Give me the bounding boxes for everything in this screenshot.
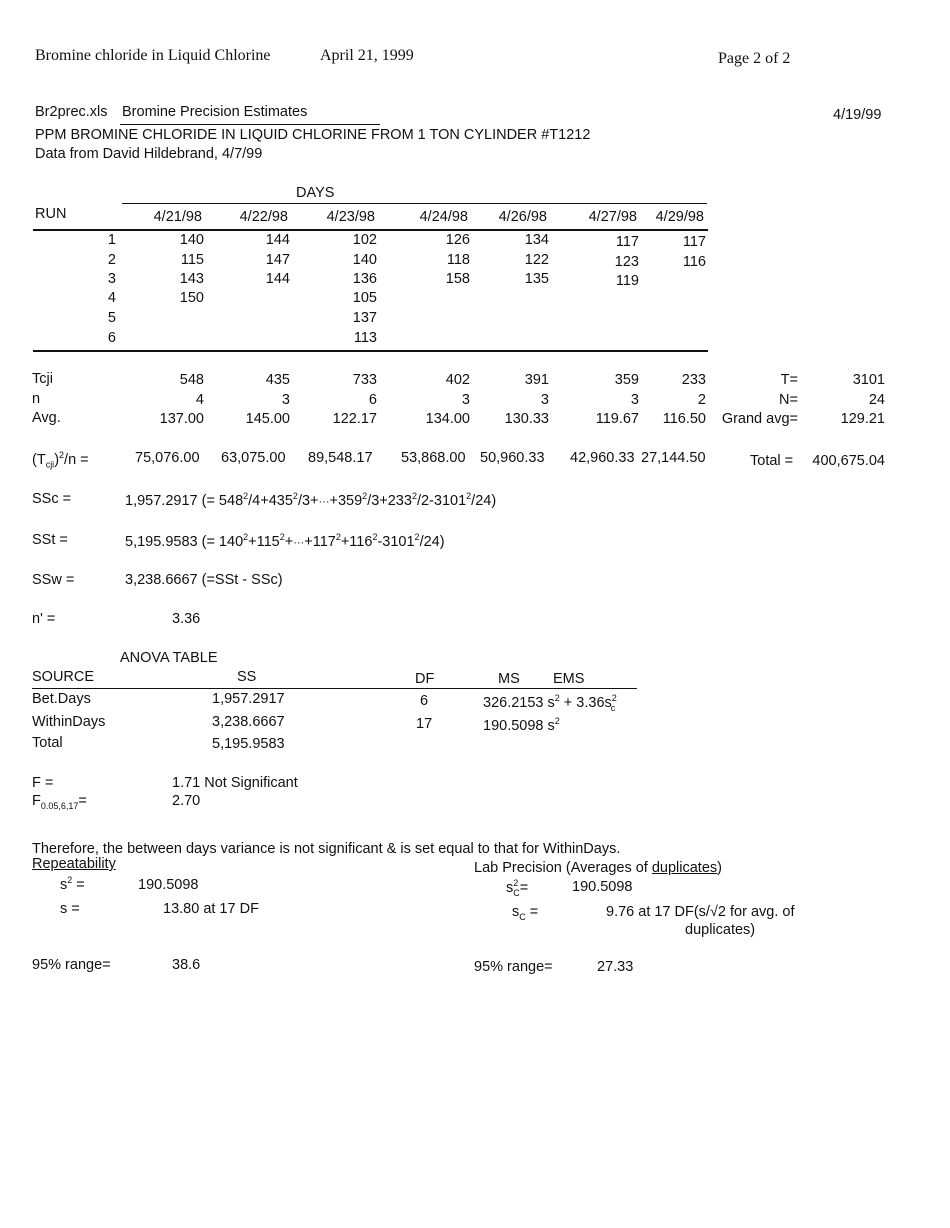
table-cell: 122 bbox=[524, 252, 549, 268]
table-cell: 144 bbox=[265, 232, 290, 248]
summary-value: 402 bbox=[445, 372, 470, 388]
date-header: 4/27/98 bbox=[588, 209, 637, 225]
tsq-value: 75,076.00 bbox=[135, 450, 200, 466]
anova-row-ss: 5,195.9583 bbox=[212, 736, 285, 752]
lab-s2-value: 190.5098 bbox=[572, 879, 633, 895]
anova-row-source: Total bbox=[32, 735, 63, 751]
sst-label: SSt = bbox=[32, 532, 68, 548]
summary-value: 134.00 bbox=[425, 411, 470, 427]
file-name: Br2prec.xls bbox=[35, 104, 108, 120]
repeat-range-label: 95% range= bbox=[32, 957, 111, 973]
ssc-formula: 1,957.2917 (= $548^2/4+435^2/3+\cdot\cdot\cdot+359^2/3+233^2/2-3101^2/24$) bbox=[125, 491, 497, 509]
table-cell: 116 bbox=[682, 254, 706, 270]
summary-value: 3 bbox=[630, 392, 639, 408]
run-number: 2 bbox=[107, 252, 116, 268]
days-label: DAYS bbox=[296, 185, 335, 201]
summary-value: 548 bbox=[179, 372, 204, 388]
table-bottom-rule bbox=[33, 350, 708, 352]
lab-range-label: 95% range= bbox=[474, 959, 553, 975]
summary-total: 24 bbox=[868, 392, 885, 408]
summary-value: 435 bbox=[265, 372, 290, 388]
summary-value: 233 bbox=[681, 372, 706, 388]
lab-s-label: $s_C$ = bbox=[512, 904, 539, 922]
anova-row-ss: 3,238.6667 bbox=[212, 714, 285, 730]
summary-value: 391 bbox=[524, 372, 549, 388]
table-cell: 140 bbox=[352, 252, 377, 268]
anova-row-ms-ems: 190.5098 $s^2$ bbox=[483, 716, 560, 734]
table-cell: 136 bbox=[352, 271, 377, 287]
repeat-s2-label: $s^2$ = bbox=[60, 875, 85, 893]
table-cell: 158 bbox=[445, 271, 470, 287]
date-header: 4/21/98 bbox=[153, 209, 202, 225]
summary-value: 733 bbox=[352, 372, 377, 388]
table-cell: 135 bbox=[524, 271, 549, 287]
date-header: 4/22/98 bbox=[239, 209, 288, 225]
header-rule bbox=[33, 229, 708, 231]
anova-header-df: DF bbox=[415, 671, 435, 687]
summary-value: 137.00 bbox=[159, 411, 204, 427]
summary-value: 6 bbox=[368, 392, 377, 408]
repeat-s2-value: 190.5098 bbox=[138, 877, 199, 893]
repeatability-title: Repeatability bbox=[32, 856, 116, 872]
table-cell: 119 bbox=[615, 273, 639, 289]
file-date: 4/19/99 bbox=[833, 107, 882, 123]
run-label: RUN bbox=[35, 206, 67, 222]
table-cell: 105 bbox=[352, 290, 377, 306]
anova-header-ms: MS bbox=[498, 671, 520, 687]
table-cell: 113 bbox=[353, 330, 377, 346]
summary-total-label: T= bbox=[780, 372, 798, 388]
summary-value: 122.17 bbox=[332, 411, 377, 427]
nprime-value: 3.36 bbox=[172, 611, 201, 627]
date-header: 4/26/98 bbox=[498, 209, 547, 225]
lab-range-value: 27.33 bbox=[597, 959, 634, 975]
conclusion: Therefore, the between days variance is not significant & is set equal to that for WithinDays. bbox=[32, 841, 621, 857]
anova-row-df: 17 bbox=[416, 716, 433, 732]
ssw-label: SSw = bbox=[32, 572, 75, 588]
anova-header-ems: EMS bbox=[553, 671, 585, 687]
repeat-s-value: 13.80 at 17 DF bbox=[163, 901, 259, 917]
table-cell: 137 bbox=[352, 310, 377, 326]
anova-rule bbox=[32, 688, 637, 689]
run-number: 5 bbox=[107, 310, 116, 326]
doc-header-date: April 21, 1999 bbox=[320, 47, 414, 64]
table-cell: 126 bbox=[445, 232, 470, 248]
anova-row-df: 6 bbox=[420, 693, 429, 709]
anova-title: ANOVA TABLE bbox=[120, 650, 218, 666]
anova-header-ss: SS bbox=[237, 669, 257, 685]
summary-value: 3 bbox=[461, 392, 470, 408]
summary-total-label: Grand avg= bbox=[721, 411, 798, 427]
repeat-s-label: s = bbox=[60, 901, 80, 917]
lab-s-value: 9.76 at 17 DF(s/√2 for avg. of bbox=[606, 904, 795, 920]
ssw-formula: 3,238.6667 (=SSt - SSc) bbox=[125, 572, 283, 588]
summary-value: 145.00 bbox=[245, 411, 290, 427]
lab-precision-title: Lab Precision (Averages of duplicates) bbox=[474, 860, 722, 876]
summary-value: 359 bbox=[614, 372, 639, 388]
f-value: 1.71 Not Significant bbox=[172, 775, 298, 791]
page-number: Page 2 of 2 bbox=[718, 50, 791, 67]
table-cell: 102 bbox=[352, 232, 377, 248]
table-cell: 118 bbox=[446, 252, 470, 268]
summary-label: n bbox=[32, 391, 41, 407]
table-cell: 117 bbox=[682, 234, 706, 250]
ssc-label: SSc = bbox=[32, 491, 72, 507]
tsq-value: 50,960.33 bbox=[480, 450, 545, 466]
run-number: 6 bbox=[107, 330, 116, 346]
tsq-value: 42,960.33 bbox=[570, 450, 635, 466]
tsq-value: 63,075.00 bbox=[221, 450, 286, 466]
anova-row-ms-ems: 326.2153 $s^2 + 3.36s^2_c$ bbox=[483, 693, 617, 713]
tsq-label: $(T_{cji})^2/n$ = bbox=[32, 450, 89, 470]
table-cell: 144 bbox=[265, 271, 290, 287]
anova-header-source: SOURCE bbox=[32, 669, 95, 685]
tsq-value: 89,548.17 bbox=[308, 450, 373, 466]
run-number: 4 bbox=[107, 290, 116, 306]
table-cell: 143 bbox=[179, 271, 204, 287]
summary-value: 130.33 bbox=[504, 411, 549, 427]
repeat-range-value: 38.6 bbox=[172, 957, 201, 973]
summary-label: Tcji bbox=[32, 371, 53, 387]
run-number: 3 bbox=[107, 271, 116, 287]
summary-total-label: N= bbox=[779, 392, 798, 408]
anova-row-source: Bet.Days bbox=[32, 691, 91, 707]
date-header: 4/24/98 bbox=[419, 209, 468, 225]
table-cell: 117 bbox=[615, 234, 639, 250]
table-cell: 150 bbox=[179, 290, 204, 306]
tsq-value: 53,868.00 bbox=[401, 450, 466, 466]
table-cell: 147 bbox=[265, 252, 290, 268]
summary-value: 3 bbox=[281, 392, 290, 408]
nprime-label: n' = bbox=[32, 611, 56, 627]
table-cell: 123 bbox=[614, 254, 639, 270]
summary-label: Avg. bbox=[32, 410, 61, 426]
table-cell: 134 bbox=[524, 232, 549, 248]
run-number: 1 bbox=[107, 232, 116, 248]
summary-total: 129.21 bbox=[840, 411, 885, 427]
summary-value: 2 bbox=[697, 392, 706, 408]
anova-row-ss: 1,957.2917 bbox=[212, 691, 285, 707]
summary-value: 4 bbox=[195, 392, 204, 408]
table-cell: 140 bbox=[179, 232, 204, 248]
tsq-value: 27,144.50 bbox=[641, 450, 706, 466]
sst-formula: 5,195.9583 (= $140^2+115^2+\cdot\cdot\cdot+117^2+116^2-3101^2/24$) bbox=[125, 532, 445, 550]
f-label: F = bbox=[32, 775, 54, 791]
title-underline bbox=[120, 124, 380, 125]
anova-row-source: WithinDays bbox=[32, 714, 106, 730]
sheet-title: Bromine Precision Estimates bbox=[122, 104, 308, 120]
fcrit-value: 2.70 bbox=[172, 793, 201, 809]
summary-value: 116.50 bbox=[662, 411, 706, 427]
fcrit-label: $F_{0.05,6,17}=$ bbox=[32, 793, 87, 811]
date-header: 4/29/98 bbox=[655, 209, 704, 225]
summary-total: 3101 bbox=[852, 372, 885, 388]
tsq-total-label: Total = bbox=[750, 453, 794, 469]
summary-value: 119.67 bbox=[595, 411, 639, 427]
tsq-total: 400,675.04 bbox=[812, 453, 885, 469]
date-header: 4/23/98 bbox=[326, 209, 375, 225]
subtitle: PPM BROMINE CHLORIDE IN LIQUID CHLORINE FROM 1 TON CYLINDER #T1212 bbox=[35, 127, 591, 143]
table-cell: 115 bbox=[180, 252, 204, 268]
days-rule bbox=[122, 203, 707, 204]
doc-header-title: Bromine chloride in Liquid Chlorine bbox=[35, 47, 271, 64]
lab-s2-label: $s^2_C=$ bbox=[506, 878, 529, 898]
source-line: Data from David Hildebrand, 4/7/99 bbox=[35, 146, 263, 162]
summary-value: 3 bbox=[540, 392, 549, 408]
lab-s-value-cont: duplicates) bbox=[685, 922, 756, 938]
